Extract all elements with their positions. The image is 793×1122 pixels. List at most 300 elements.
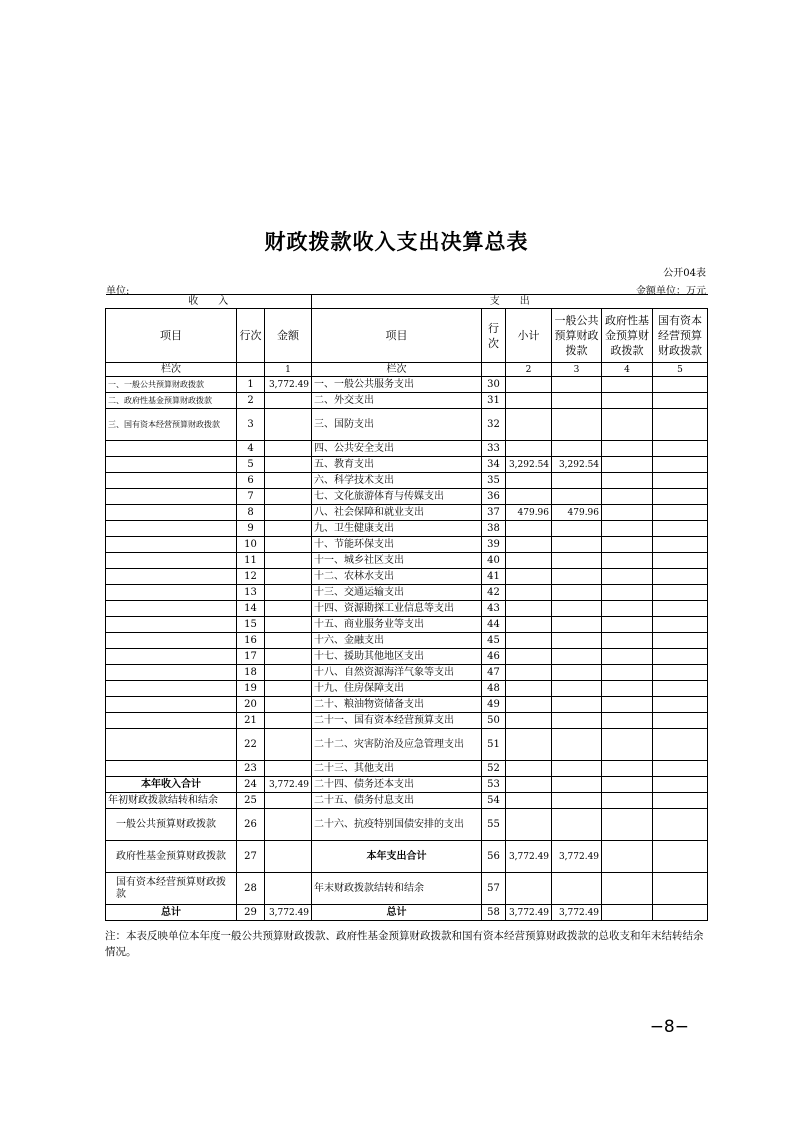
expense-row-number-cell: 37 (482, 505, 506, 521)
state-capital-cell (653, 809, 708, 841)
expense-subtotal-cell (506, 713, 552, 729)
expense-section-label: 支 出 (312, 295, 708, 309)
income-item-cell: 本年收入合计 (106, 777, 237, 793)
gov-fund-cell (602, 713, 653, 729)
state-capital-cell (653, 841, 708, 873)
expense-item-cell: 七、文化旅游体育与传媒支出 (312, 489, 482, 505)
state-capital-cell (653, 777, 708, 793)
table-row (106, 457, 708, 473)
state-capital-cell (653, 393, 708, 409)
expense-subtotal-cell (506, 489, 552, 505)
expense-subtotal-cell (506, 681, 552, 697)
income-amount-cell (265, 649, 312, 665)
income-amount-cell (265, 569, 312, 585)
expense-row-number-cell: 32 (482, 409, 506, 441)
expense-subtotal-cell (506, 649, 552, 665)
general-budget-cell (552, 585, 602, 601)
form-code: 公开04表 (663, 268, 706, 279)
page-title: 财政拨款收入支出决算总表 (264, 230, 529, 254)
expense-subtotal-cell (506, 697, 552, 713)
expense-row-number-cell: 42 (482, 585, 506, 601)
expense-row-number-cell: 47 (482, 665, 506, 681)
table-row (106, 761, 708, 777)
expense-item-cell: 十二、农林水支出 (312, 569, 482, 585)
lanci-number: 3 (552, 363, 602, 377)
lanci-number: 2 (506, 363, 552, 377)
gov-fund-cell (602, 633, 653, 649)
income-amount-cell (265, 809, 312, 841)
general-budget-cell (552, 873, 602, 905)
state-capital-cell (653, 665, 708, 681)
expense-item-cell: 二十二、灾害防治及应急管理支出 (312, 729, 482, 761)
income-amount-cell (265, 713, 312, 729)
general-budget-cell (552, 617, 602, 633)
expense-item-cell: 十三、交通运输支出 (312, 585, 482, 601)
table-row (106, 441, 708, 457)
general-budget-cell (552, 441, 602, 457)
table-row (106, 713, 708, 729)
expense-row-number-cell: 43 (482, 601, 506, 617)
state-capital-cell (653, 585, 708, 601)
income-row-number-cell: 1 (237, 377, 265, 393)
state-capital-cell (653, 553, 708, 569)
income-amount-cell (265, 537, 312, 553)
state-capital-cell (653, 617, 708, 633)
gov-fund-cell (602, 601, 653, 617)
expense-row-number-cell: 51 (482, 729, 506, 761)
table-row (106, 393, 708, 409)
income-row-number-cell: 7 (237, 489, 265, 505)
income-amount-cell (265, 409, 312, 441)
gov-fund-cell (602, 793, 653, 809)
expense-row-number-cell: 48 (482, 681, 506, 697)
expense-subtotal-cell (506, 553, 552, 569)
expense-subtotal-cell: 479.96 (506, 505, 552, 521)
income-item-cell (106, 649, 237, 665)
expense-subtotal-cell (506, 761, 552, 777)
income-row-number-cell: 24 (237, 777, 265, 793)
column-header-row (106, 309, 708, 363)
gov-fund-cell (602, 729, 653, 761)
income-row-number-cell: 3 (237, 409, 265, 441)
income-amount-cell (265, 393, 312, 409)
gov-fund-cell (602, 681, 653, 697)
expense-subtotal-cell (506, 585, 552, 601)
gov-fund-cell (602, 569, 653, 585)
income-row-number-cell: 21 (237, 713, 265, 729)
table-row (106, 649, 708, 665)
expense-subtotal-cell (506, 793, 552, 809)
general-budget-cell: 3,772.49 (552, 905, 602, 921)
income-amount-cell: 3,772.49 (265, 777, 312, 793)
income-section-label: 收 入 (106, 295, 312, 309)
gov-fund-cell (602, 905, 653, 921)
expense-subtotal-cell (506, 809, 552, 841)
state-capital-cell (653, 649, 708, 665)
expense-row-number-cell: 56 (482, 841, 506, 873)
col-header-item: 项目 (106, 309, 237, 363)
gov-fund-cell (602, 553, 653, 569)
table-row (106, 537, 708, 553)
income-item-cell: 年初财政拨款结转和结余 (106, 793, 237, 809)
expense-item-cell: 八、社会保障和就业支出 (312, 505, 482, 521)
income-item-cell (106, 729, 237, 761)
amount-unit-label: 金额单位：万元 (636, 286, 706, 297)
expense-subtotal-cell (506, 777, 552, 793)
expense-subtotal-cell (506, 873, 552, 905)
general-budget-cell (552, 665, 602, 681)
income-item-cell: 政府性基金预算财政拨款 (106, 841, 237, 873)
income-row-number-cell: 26 (237, 809, 265, 841)
income-item-cell (106, 521, 237, 537)
gov-fund-cell (602, 537, 653, 553)
income-amount-cell (265, 729, 312, 761)
income-item-cell (106, 633, 237, 649)
state-capital-cell (653, 505, 708, 521)
general-budget-cell (552, 777, 602, 793)
gov-fund-cell (602, 761, 653, 777)
expense-subtotal-cell (506, 393, 552, 409)
gov-fund-cell (602, 377, 653, 393)
income-row-number-cell: 22 (237, 729, 265, 761)
col-header-subtotal: 小计 (506, 309, 552, 363)
income-row-number-cell: 2 (237, 393, 265, 409)
general-budget-cell (552, 649, 602, 665)
gov-fund-cell (602, 489, 653, 505)
general-budget-cell (552, 761, 602, 777)
income-row-number-cell: 25 (237, 793, 265, 809)
expense-item-cell: 十六、金融支出 (312, 633, 482, 649)
expense-item-cell: 六、科学技术支出 (312, 473, 482, 489)
table-row (106, 377, 708, 393)
income-item-cell (106, 585, 237, 601)
lanci-label-expense: 栏次 (312, 363, 482, 377)
income-row-number-cell: 13 (237, 585, 265, 601)
expense-item-cell: 二十、粮油物资储备支出 (312, 697, 482, 713)
income-item-cell: 总计 (106, 905, 237, 921)
gov-fund-cell (602, 441, 653, 457)
gov-fund-cell (602, 409, 653, 441)
table-row (106, 473, 708, 489)
income-amount-cell (265, 841, 312, 873)
table-row (106, 617, 708, 633)
income-amount-cell (265, 553, 312, 569)
general-budget-cell (552, 489, 602, 505)
gov-fund-cell (602, 473, 653, 489)
income-item-cell (106, 617, 237, 633)
expense-subtotal-cell (506, 473, 552, 489)
income-amount-cell (265, 873, 312, 905)
income-row-number-cell: 11 (237, 553, 265, 569)
gov-fund-cell (602, 505, 653, 521)
income-row-number-cell: 19 (237, 681, 265, 697)
col-header-amount: 金额 (265, 309, 312, 363)
general-budget-cell (552, 729, 602, 761)
general-budget-cell (552, 601, 602, 617)
general-budget-cell (552, 473, 602, 489)
income-item-cell: 二、政府性基金预算财政拨款 (106, 393, 237, 409)
lanci-blank (237, 363, 265, 377)
income-row-number-cell: 27 (237, 841, 265, 873)
income-row-number-cell: 5 (237, 457, 265, 473)
page-number: −8− (649, 1017, 689, 1037)
gov-fund-cell (602, 665, 653, 681)
general-budget-cell (552, 393, 602, 409)
expense-item-cell: 十一、城乡社区支出 (312, 553, 482, 569)
expense-item-cell: 总计 (312, 905, 482, 921)
expense-subtotal-cell (506, 441, 552, 457)
expense-item-cell: 二十六、抗疫特别国债安排的支出 (312, 809, 482, 841)
fiscal-table (105, 294, 708, 921)
table-row (106, 585, 708, 601)
income-row-number-cell: 16 (237, 633, 265, 649)
income-item-cell (106, 697, 237, 713)
state-capital-cell (653, 793, 708, 809)
col-header-row-no: 行次 (237, 309, 265, 363)
income-amount-cell (265, 633, 312, 649)
income-row-number-cell: 28 (237, 873, 265, 905)
lanci-label: 栏次 (106, 363, 237, 377)
gov-fund-cell (602, 777, 653, 793)
expense-item-cell: 五、教育支出 (312, 457, 482, 473)
general-budget-cell (552, 713, 602, 729)
expense-row-number-cell: 46 (482, 649, 506, 665)
state-capital-cell (653, 681, 708, 697)
income-item-cell (106, 569, 237, 585)
table-row (106, 553, 708, 569)
state-capital-cell (653, 521, 708, 537)
gov-fund-cell (602, 457, 653, 473)
state-capital-cell (653, 473, 708, 489)
lanci-number: 5 (653, 363, 708, 377)
general-budget-cell (552, 809, 602, 841)
lanci-number: 1 (265, 363, 312, 377)
expense-subtotal-cell (506, 569, 552, 585)
income-item-cell (106, 713, 237, 729)
expense-subtotal-cell (506, 633, 552, 649)
table-row (106, 633, 708, 649)
expense-row-number-cell: 36 (482, 489, 506, 505)
income-row-number-cell: 14 (237, 601, 265, 617)
expense-row-number-cell: 41 (482, 569, 506, 585)
general-budget-cell (552, 377, 602, 393)
income-item-cell: 一般公共预算财政拨款 (106, 809, 237, 841)
income-item-cell: 国有资本经营预算财政拨款 (106, 873, 237, 905)
income-amount-cell (265, 521, 312, 537)
income-row-number-cell: 8 (237, 505, 265, 521)
income-item-cell (106, 761, 237, 777)
expense-row-number-cell: 50 (482, 713, 506, 729)
income-amount-cell (265, 489, 312, 505)
table-row (106, 697, 708, 713)
gov-fund-cell (602, 649, 653, 665)
expense-subtotal-cell (506, 729, 552, 761)
income-row-number-cell: 9 (237, 521, 265, 537)
state-capital-cell (653, 761, 708, 777)
state-capital-cell (653, 729, 708, 761)
state-capital-cell (653, 697, 708, 713)
col-header-item-expense: 项目 (312, 309, 482, 363)
table-row (106, 841, 708, 873)
general-budget-cell (552, 553, 602, 569)
general-budget-cell (552, 697, 602, 713)
income-row-number-cell: 29 (237, 905, 265, 921)
expense-subtotal-cell: 3,772.49 (506, 841, 552, 873)
table-row (106, 777, 708, 793)
expense-row-number-cell: 40 (482, 553, 506, 569)
gov-fund-cell (602, 841, 653, 873)
general-budget-cell (552, 793, 602, 809)
expense-item-cell: 十八、自然资源海洋气象等支出 (312, 665, 482, 681)
gov-fund-cell (602, 585, 653, 601)
expense-item-cell: 二十一、国有资本经营预算支出 (312, 713, 482, 729)
expense-row-number-cell: 58 (482, 905, 506, 921)
general-budget-cell: 479.96 (552, 505, 602, 521)
expense-row-number-cell: 57 (482, 873, 506, 905)
state-capital-cell (653, 377, 708, 393)
general-budget-cell (552, 681, 602, 697)
gov-fund-cell (602, 809, 653, 841)
income-amount-cell: 3,772.49 (265, 377, 312, 393)
income-row-number-cell: 12 (237, 569, 265, 585)
income-item-cell (106, 489, 237, 505)
general-budget-cell (552, 537, 602, 553)
income-amount-cell (265, 697, 312, 713)
expense-subtotal-cell: 3,772.49 (506, 905, 552, 921)
table-footnote: 注：本表反映单位本年度一般公共预算财政拨款、政府性基金预算财政拨款和国有资本经营预算财政拨款的总收支和年末结转结余情况。 (105, 930, 704, 958)
income-amount-cell (265, 617, 312, 633)
general-budget-cell (552, 409, 602, 441)
income-amount-cell (265, 665, 312, 681)
table-row (106, 569, 708, 585)
expense-row-number-cell: 30 (482, 377, 506, 393)
expense-subtotal-cell: 3,292.54 (506, 457, 552, 473)
income-amount-cell (265, 441, 312, 457)
table-row (106, 409, 708, 441)
income-row-number-cell: 18 (237, 665, 265, 681)
state-capital-cell (653, 873, 708, 905)
expense-subtotal-cell (506, 537, 552, 553)
expense-item-cell: 本年支出合计 (312, 841, 482, 873)
state-capital-cell (653, 441, 708, 457)
expense-row-number-cell: 39 (482, 537, 506, 553)
table-row (106, 521, 708, 537)
income-row-number-cell: 10 (237, 537, 265, 553)
income-row-number-cell: 20 (237, 697, 265, 713)
expense-row-number-cell: 54 (482, 793, 506, 809)
income-item-cell (106, 665, 237, 681)
table-row (106, 809, 708, 841)
income-amount-cell (265, 793, 312, 809)
expense-row-number-cell: 55 (482, 809, 506, 841)
income-item-cell: 一、一般公共预算财政拨款 (106, 377, 237, 393)
expense-subtotal-cell (506, 409, 552, 441)
col-header-row-no-expense: 行次 (482, 309, 506, 363)
expense-subtotal-cell (506, 521, 552, 537)
table-row (106, 729, 708, 761)
table-row (106, 505, 708, 521)
expense-row-number-cell: 44 (482, 617, 506, 633)
column-number-row (106, 363, 708, 377)
expense-item-cell: 九、卫生健康支出 (312, 521, 482, 537)
unit-label: 单位: (106, 286, 130, 297)
income-row-number-cell: 15 (237, 617, 265, 633)
expense-item-cell: 四、公共安全支出 (312, 441, 482, 457)
expense-row-number-cell: 31 (482, 393, 506, 409)
income-amount-cell (265, 761, 312, 777)
expense-subtotal-cell (506, 601, 552, 617)
income-row-number-cell: 4 (237, 441, 265, 457)
state-capital-cell (653, 905, 708, 921)
income-item-cell (106, 681, 237, 697)
state-capital-cell (653, 409, 708, 441)
table-row (106, 681, 708, 697)
lanci-number: 4 (602, 363, 653, 377)
col-header-gov-fund: 政府性基金预算财政拨款 (602, 309, 653, 363)
income-amount-cell (265, 457, 312, 473)
expense-subtotal-cell (506, 617, 552, 633)
income-item-cell (106, 537, 237, 553)
income-item-cell (106, 457, 237, 473)
state-capital-cell (653, 633, 708, 649)
income-amount-cell (265, 681, 312, 697)
income-amount-cell (265, 601, 312, 617)
income-item-cell (106, 553, 237, 569)
section-header-row (106, 295, 708, 309)
expense-item-cell: 二十五、债务付息支出 (312, 793, 482, 809)
income-item-cell: 三、国有资本经营预算财政拨款 (106, 409, 237, 441)
expense-item-cell: 十九、住房保障支出 (312, 681, 482, 697)
gov-fund-cell (602, 617, 653, 633)
expense-row-number-cell: 45 (482, 633, 506, 649)
expense-item-cell: 十五、商业服务业等支出 (312, 617, 482, 633)
income-amount-cell: 3,772.49 (265, 905, 312, 921)
state-capital-cell (653, 601, 708, 617)
state-capital-cell (653, 457, 708, 473)
table-row (106, 873, 708, 905)
expense-item-cell: 二十三、其他支出 (312, 761, 482, 777)
income-amount-cell (265, 505, 312, 521)
gov-fund-cell (602, 393, 653, 409)
state-capital-cell (653, 537, 708, 553)
income-item-cell (106, 505, 237, 521)
income-amount-cell (265, 473, 312, 489)
expense-item-cell: 二、外交支出 (312, 393, 482, 409)
expense-item-cell: 年末财政拨款结转和结余 (312, 873, 482, 905)
expense-item-cell: 二十四、债务还本支出 (312, 777, 482, 793)
state-capital-cell (653, 569, 708, 585)
table-row (106, 793, 708, 809)
expense-subtotal-cell (506, 665, 552, 681)
income-row-number-cell: 6 (237, 473, 265, 489)
general-budget-cell (552, 633, 602, 649)
general-budget-cell: 3,772.49 (552, 841, 602, 873)
expense-subtotal-cell (506, 377, 552, 393)
income-item-cell (106, 441, 237, 457)
expense-row-number-cell: 49 (482, 697, 506, 713)
table-row (106, 489, 708, 505)
expense-item-cell: 十七、援助其他地区支出 (312, 649, 482, 665)
income-item-cell (106, 473, 237, 489)
income-row-number-cell: 17 (237, 649, 265, 665)
expense-row-number-cell: 34 (482, 457, 506, 473)
state-capital-cell (653, 713, 708, 729)
col-header-general-budget: 一般公共预算财政拨款 (552, 309, 602, 363)
gov-fund-cell (602, 873, 653, 905)
income-amount-cell (265, 585, 312, 601)
table-row (106, 665, 708, 681)
lanci-blank (482, 363, 506, 377)
